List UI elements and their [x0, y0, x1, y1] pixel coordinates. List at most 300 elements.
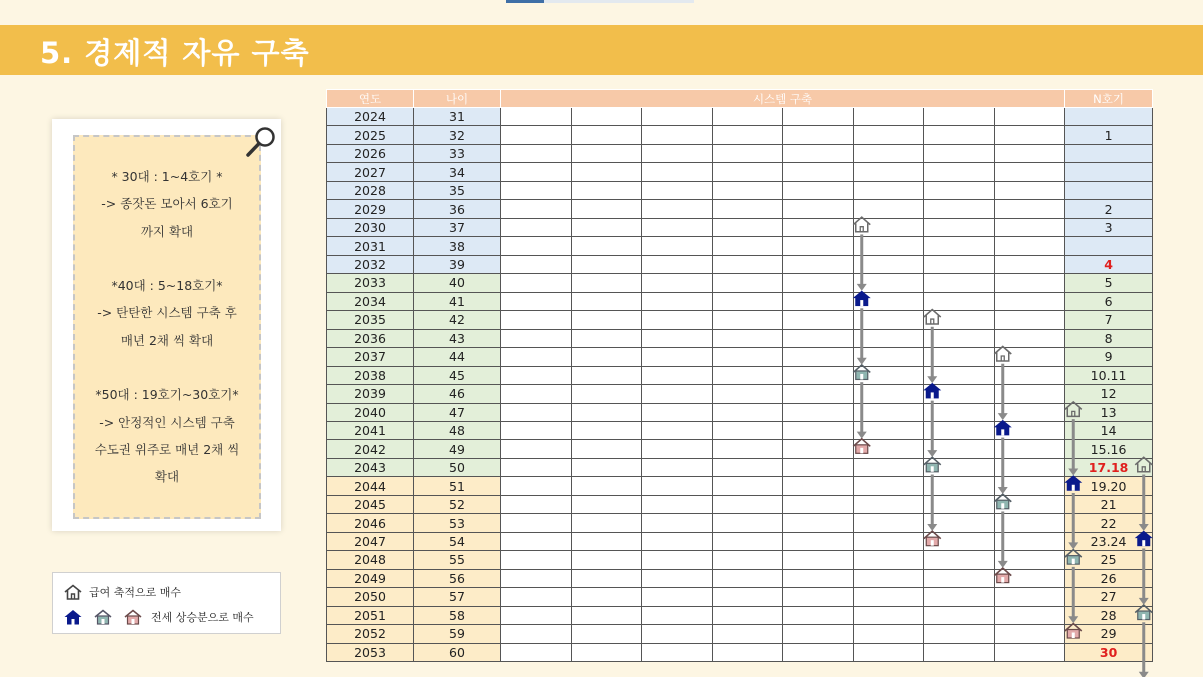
age-cell: 52: [414, 495, 501, 513]
system-cell: [783, 274, 854, 292]
system-cell: [924, 532, 995, 550]
unit-count-cell: [1065, 237, 1153, 255]
system-cell: [501, 200, 572, 218]
header-n: N호기: [1065, 90, 1153, 108]
table-row: [327, 514, 1153, 532]
system-cell: [571, 200, 642, 218]
age-cell: 38: [414, 237, 501, 255]
system-cell: [571, 606, 642, 624]
year-cell: 2045: [327, 495, 414, 513]
note-line: 확대: [154, 469, 180, 485]
system-cell: [853, 292, 924, 310]
system-cell: [501, 126, 572, 144]
system-cell: [853, 495, 924, 513]
system-cell: [924, 366, 995, 384]
note-line: *40대 : 5~18호기*: [111, 278, 223, 294]
system-cell: [853, 606, 924, 624]
year-cell: 2030: [327, 218, 414, 236]
system-cell: [783, 237, 854, 255]
age-cell: 48: [414, 421, 501, 439]
age-cell: 56: [414, 569, 501, 587]
legend-lease-label: 전세 상승분으로 매수: [151, 611, 254, 624]
system-cell: [571, 514, 642, 532]
unit-count-cell: 3: [1065, 218, 1153, 236]
table-row: [327, 108, 1153, 126]
age-cell: 45: [414, 366, 501, 384]
system-cell: [783, 421, 854, 439]
age-cell: 59: [414, 625, 501, 643]
system-cell: [571, 144, 642, 162]
note-line: 수도권 위주로 매년 2채 씩: [94, 441, 240, 457]
table-row: [327, 329, 1153, 347]
system-cell: [924, 274, 995, 292]
system-cell: [642, 495, 713, 513]
system-cell: [501, 532, 572, 550]
table-row: [327, 421, 1153, 439]
system-cell: [712, 311, 783, 329]
unit-count-cell: 2: [1065, 200, 1153, 218]
system-cell: [783, 495, 854, 513]
system-cell: [501, 385, 572, 403]
house-outline-icon: [63, 584, 83, 600]
system-cell: [571, 108, 642, 126]
age-cell: 42: [414, 311, 501, 329]
system-cell: [712, 274, 783, 292]
header-system: 시스템 구축: [501, 90, 1065, 108]
unit-count-cell: 17.18: [1065, 458, 1153, 476]
system-cell: [994, 200, 1065, 218]
age-cell: 40: [414, 274, 501, 292]
system-cell: [783, 588, 854, 606]
year-cell: 2031: [327, 237, 414, 255]
system-cell: [571, 329, 642, 347]
system-cell: [924, 588, 995, 606]
system-cell: [501, 588, 572, 606]
system-cell: [501, 440, 572, 458]
table-row: [327, 200, 1153, 218]
system-cell: [712, 329, 783, 347]
system-cell: [571, 551, 642, 569]
age-cell: 34: [414, 163, 501, 181]
system-cell: [853, 477, 924, 495]
system-cell: [501, 329, 572, 347]
unit-count-cell: 25: [1065, 551, 1153, 569]
legend-lease: [63, 606, 254, 628]
year-cell: 2052: [327, 625, 414, 643]
system-cell: [853, 163, 924, 181]
system-cell: [853, 421, 924, 439]
age-cell: 44: [414, 348, 501, 366]
age-cell: 53: [414, 514, 501, 532]
year-cell: 2038: [327, 366, 414, 384]
year-cell: 2028: [327, 181, 414, 199]
system-cell: [501, 625, 572, 643]
table-row: [327, 606, 1153, 624]
system-cell: [501, 255, 572, 273]
system-cell: [501, 108, 572, 126]
system-cell: [994, 606, 1065, 624]
year-cell: 2024: [327, 108, 414, 126]
system-cell: [642, 514, 713, 532]
system-cell: [853, 181, 924, 199]
table-row: [327, 477, 1153, 495]
note-line: [75, 354, 259, 381]
system-cell: [783, 181, 854, 199]
table-row: [327, 366, 1153, 384]
system-cell: [853, 126, 924, 144]
system-cell: [642, 551, 713, 569]
note-line: 까지 확대: [140, 223, 194, 239]
table-row: [327, 532, 1153, 550]
table-row: [327, 292, 1153, 310]
age-cell: 47: [414, 403, 501, 421]
system-cell: [924, 163, 995, 181]
system-cell: [994, 218, 1065, 236]
system-cell: [853, 329, 924, 347]
system-timeline-table: [326, 89, 1152, 661]
system-cell: [994, 551, 1065, 569]
system-cell: [712, 292, 783, 310]
year-cell: 2037: [327, 348, 414, 366]
year-cell: 2035: [327, 311, 414, 329]
system-cell: [994, 366, 1065, 384]
system-cell: [924, 108, 995, 126]
table-row: [327, 588, 1153, 606]
system-cell: [783, 625, 854, 643]
system-cell: [924, 569, 995, 587]
system-cell: [994, 126, 1065, 144]
system-cell: [712, 385, 783, 403]
system-cell: [642, 255, 713, 273]
system-cell: [642, 532, 713, 550]
unit-count-cell: 13: [1065, 403, 1153, 421]
age-cell: 50: [414, 458, 501, 476]
system-cell: [853, 348, 924, 366]
house-pink-icon: [123, 609, 143, 625]
unit-count-cell: 10.11: [1065, 366, 1153, 384]
unit-count-cell: 22: [1065, 514, 1153, 532]
system-cell: [994, 292, 1065, 310]
system-cell: [853, 514, 924, 532]
system-cell: [924, 385, 995, 403]
page-title: 5. 경제적 자유 구축: [40, 36, 310, 70]
note-line: 매년 2채 씩 확대: [120, 332, 214, 348]
system-cell: [783, 329, 854, 347]
title-banner: [0, 25, 1203, 75]
system-cell: [712, 514, 783, 532]
system-cell: [783, 440, 854, 458]
system-cell: [712, 218, 783, 236]
system-cell: [501, 274, 572, 292]
system-cell: [994, 274, 1065, 292]
system-cell: [501, 495, 572, 513]
system-cell: [501, 514, 572, 532]
system-cell: [642, 625, 713, 643]
table-row: [327, 458, 1153, 476]
note-line: [75, 245, 259, 272]
system-cell: [924, 477, 995, 495]
year-cell: 2034: [327, 292, 414, 310]
system-cell: [924, 126, 995, 144]
system-cell: [571, 440, 642, 458]
unit-count-cell: [1065, 163, 1153, 181]
system-cell: [994, 403, 1065, 421]
system-cell: [501, 218, 572, 236]
age-cell: 37: [414, 218, 501, 236]
year-cell: 2027: [327, 163, 414, 181]
system-cell: [571, 625, 642, 643]
year-cell: 2051: [327, 606, 414, 624]
system-cell: [501, 163, 572, 181]
system-cell: [642, 329, 713, 347]
unit-count-cell: 7: [1065, 311, 1153, 329]
system-cell: [783, 403, 854, 421]
year-cell: 2025: [327, 126, 414, 144]
table-row: [327, 569, 1153, 587]
system-cell: [924, 514, 995, 532]
unit-count-cell: 29: [1065, 625, 1153, 643]
system-cell: [853, 569, 924, 587]
system-cell: [994, 255, 1065, 273]
table-row: [327, 255, 1153, 273]
age-cell: 46: [414, 385, 501, 403]
system-cell: [783, 126, 854, 144]
system-cell: [501, 551, 572, 569]
legend-salary-label: 급여 축적으로 매수: [89, 586, 182, 599]
system-cell: [712, 477, 783, 495]
table-row: [327, 218, 1153, 236]
system-cell: [924, 329, 995, 347]
system-cell: [642, 348, 713, 366]
system-cell: [712, 181, 783, 199]
system-cell: [924, 440, 995, 458]
system-cell: [783, 514, 854, 532]
system-cell: [783, 551, 854, 569]
year-cell: 2042: [327, 440, 414, 458]
system-cell: [642, 311, 713, 329]
system-cell: [642, 200, 713, 218]
legend-salary: [63, 581, 181, 603]
unit-count-cell: 6: [1065, 292, 1153, 310]
system-cell: [571, 237, 642, 255]
year-cell: 2047: [327, 532, 414, 550]
system-cell: [783, 458, 854, 476]
system-cell: [642, 569, 713, 587]
age-cell: 60: [414, 643, 501, 661]
year-cell: 2033: [327, 274, 414, 292]
table-row: [327, 348, 1153, 366]
system-cell: [501, 348, 572, 366]
unit-count-cell: [1065, 144, 1153, 162]
system-cell: [994, 532, 1065, 550]
system-cell: [994, 477, 1065, 495]
system-cell: [501, 144, 572, 162]
year-cell: 2044: [327, 477, 414, 495]
header-year: 연도: [327, 90, 414, 108]
system-cell: [994, 588, 1065, 606]
age-cell: 36: [414, 200, 501, 218]
age-cell: 49: [414, 440, 501, 458]
system-cell: [853, 366, 924, 384]
system-cell: [924, 200, 995, 218]
system-cell: [924, 643, 995, 661]
unit-count-cell: [1065, 108, 1153, 126]
system-cell: [712, 532, 783, 550]
system-cell: [783, 385, 854, 403]
system-cell: [853, 108, 924, 126]
table-row: [327, 181, 1153, 199]
note-line: *50대 : 19호기~30호기*: [95, 387, 239, 403]
year-cell: 2032: [327, 255, 414, 273]
system-cell: [994, 495, 1065, 513]
age-cell: 33: [414, 144, 501, 162]
table-row: [327, 237, 1153, 255]
system-cell: [642, 144, 713, 162]
unit-count-cell: 30: [1065, 643, 1153, 661]
table-row: [327, 385, 1153, 403]
system-cell: [994, 421, 1065, 439]
system-cell: [994, 181, 1065, 199]
system-cell: [501, 366, 572, 384]
table-row: [327, 625, 1153, 643]
system-cell: [924, 606, 995, 624]
system-cell: [924, 218, 995, 236]
system-cell: [571, 477, 642, 495]
note-card: [52, 119, 281, 531]
system-cell: [712, 606, 783, 624]
table-row: [327, 311, 1153, 329]
age-cell: 54: [414, 532, 501, 550]
system-cell: [571, 163, 642, 181]
system-cell: [783, 477, 854, 495]
system-cell: [642, 440, 713, 458]
system-cell: [501, 643, 572, 661]
system-cell: [783, 218, 854, 236]
system-cell: [994, 440, 1065, 458]
system-cell: [712, 625, 783, 643]
system-cell: [571, 311, 642, 329]
system-cell: [501, 421, 572, 439]
magnifier-icon: [242, 124, 280, 162]
system-cell: [642, 218, 713, 236]
unit-count-cell: 15.16: [1065, 440, 1153, 458]
system-cell: [642, 606, 713, 624]
system-cell: [712, 144, 783, 162]
system-cell: [783, 606, 854, 624]
system-cell: [642, 403, 713, 421]
system-cell: [712, 551, 783, 569]
system-cell: [853, 440, 924, 458]
system-cell: [501, 311, 572, 329]
system-cell: [712, 440, 783, 458]
system-cell: [571, 348, 642, 366]
system-cell: [783, 200, 854, 218]
system-cell: [783, 255, 854, 273]
table-row: [327, 643, 1153, 661]
age-cell: 32: [414, 126, 501, 144]
table-row: [327, 495, 1153, 513]
system-cell: [571, 495, 642, 513]
age-cell: 39: [414, 255, 501, 273]
system-cell: [712, 348, 783, 366]
system-cell: [994, 385, 1065, 403]
system-cell: [642, 477, 713, 495]
table-row: [327, 144, 1153, 162]
system-cell: [501, 458, 572, 476]
system-cell: [712, 403, 783, 421]
age-cell: 51: [414, 477, 501, 495]
system-cell: [853, 551, 924, 569]
system-cell: [501, 403, 572, 421]
system-cell: [994, 237, 1065, 255]
system-cell: [642, 643, 713, 661]
system-cell: [853, 144, 924, 162]
house-teal-icon: [93, 609, 113, 625]
system-cell: [994, 311, 1065, 329]
system-cell: [571, 569, 642, 587]
house-navy-icon: [63, 609, 83, 625]
year-cell: 2046: [327, 514, 414, 532]
system-cell: [642, 588, 713, 606]
table-row: [327, 274, 1153, 292]
system-cell: [642, 108, 713, 126]
system-cell: [783, 311, 854, 329]
system-cell: [783, 163, 854, 181]
unit-count-cell: 14: [1065, 421, 1153, 439]
system-cell: [712, 126, 783, 144]
unit-count-cell: 21: [1065, 495, 1153, 513]
system-cell: [571, 421, 642, 439]
note-box: [73, 135, 261, 519]
year-cell: 2036: [327, 329, 414, 347]
system-cell: [853, 274, 924, 292]
system-cell: [571, 385, 642, 403]
system-cell: [853, 532, 924, 550]
system-cell: [924, 292, 995, 310]
system-cell: [783, 532, 854, 550]
system-cell: [924, 625, 995, 643]
system-cell: [924, 495, 995, 513]
table-header-row: [327, 90, 1153, 108]
system-cell: [783, 292, 854, 310]
system-cell: [571, 292, 642, 310]
age-cell: 57: [414, 588, 501, 606]
unit-count-cell: 23.24: [1065, 532, 1153, 550]
system-cell: [571, 255, 642, 273]
year-cell: 2053: [327, 643, 414, 661]
system-cell: [712, 163, 783, 181]
system-cell: [783, 366, 854, 384]
age-cell: 55: [414, 551, 501, 569]
note-line: -> 안정적인 시스템 구축: [99, 414, 235, 430]
system-cell: [501, 477, 572, 495]
system-cell: [571, 532, 642, 550]
system-cell: [924, 403, 995, 421]
system-cell: [571, 274, 642, 292]
system-cell: [712, 366, 783, 384]
system-cell: [924, 144, 995, 162]
age-cell: 43: [414, 329, 501, 347]
system-cell: [924, 348, 995, 366]
system-cell: [571, 458, 642, 476]
system-cell: [571, 218, 642, 236]
note-line: -> 탄탄한 시스템 구축 후: [97, 305, 237, 321]
unit-count-cell: 19.20: [1065, 477, 1153, 495]
age-cell: 58: [414, 606, 501, 624]
system-cell: [783, 108, 854, 126]
system-cell: [994, 108, 1065, 126]
unit-count-cell: 12: [1065, 385, 1153, 403]
